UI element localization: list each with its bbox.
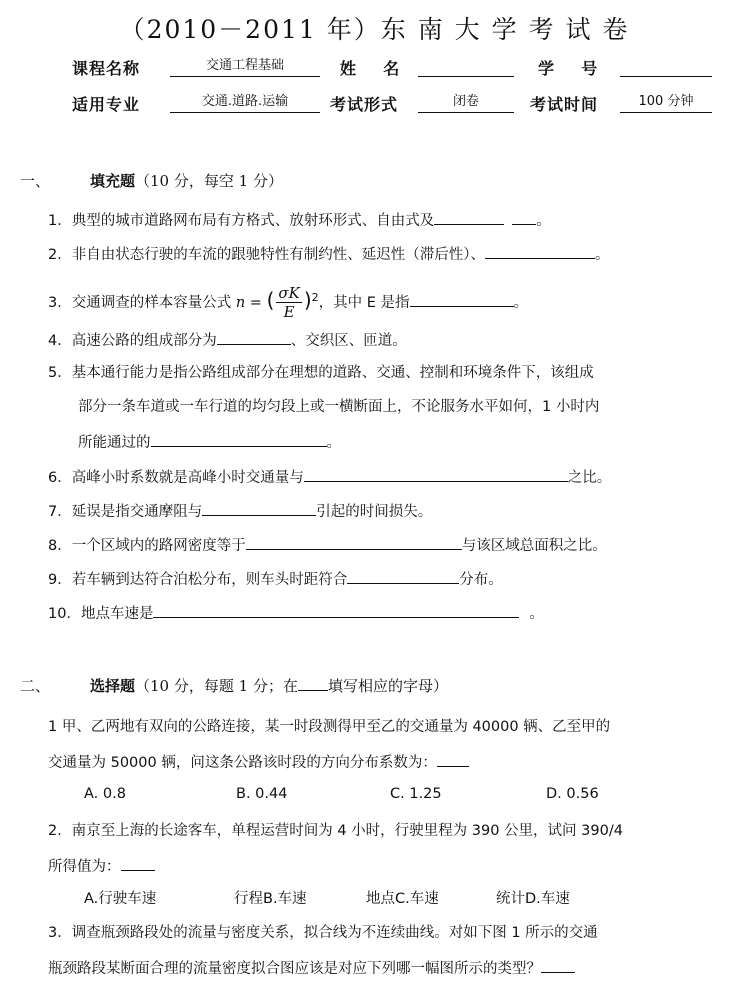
question-text: 与该区域总面积之比。 — [461, 538, 607, 554]
question-text: 8．一个区域内的路网密度等于 — [48, 538, 246, 554]
question-3 — [48, 278, 528, 323]
question-text: 7．延误是指交通摩阻与 — [48, 504, 203, 520]
section-number: 一、 — [20, 172, 51, 190]
question-5-line-3 — [78, 430, 341, 454]
option-d[interactable]: D. 0.56 — [546, 786, 599, 802]
question-text: 。 — [326, 435, 341, 451]
question-text: 、交织区、匝道。 — [290, 333, 407, 349]
option-d[interactable]: 统计D.车速 — [496, 891, 570, 907]
major-label: 适用专业 — [72, 95, 141, 114]
question-1 — [48, 208, 551, 232]
question-text: 1．典型的城市道路网布局有方格式、放射环形式、自由式及 — [48, 213, 435, 229]
question-text: 交通量为 50000 辆，问这条公路该时段的方向分布系数为： — [48, 755, 437, 771]
answer-blank[interactable] — [512, 208, 536, 225]
formula-paren: ) — [303, 287, 312, 312]
question-text: 3．交通调查的样本容量公式 — [48, 294, 232, 311]
header-row-1 — [0, 56, 749, 84]
question-5-line-2 — [78, 396, 599, 418]
answer-blank[interactable] — [202, 499, 316, 516]
choice-question-2-line-2 — [48, 854, 155, 878]
section-note: （10 分，每题 1 分；在 — [135, 677, 298, 695]
question-7 — [48, 499, 432, 523]
question-text: 之比。 — [567, 470, 612, 486]
question-6 — [48, 465, 611, 489]
question-text: 6．高峰小时系数就是高峰小时交通量与 — [48, 470, 304, 486]
question-text: 引起的时间损失。 — [316, 504, 433, 520]
question-text: 2．南京至上海的长途客车，单程运营时间为 4 小时，行驶里程为 390 公里，试问 390/4 — [48, 823, 623, 839]
header-row-2 — [0, 92, 749, 120]
question-text: 。 — [529, 606, 544, 622]
question-2 — [48, 242, 609, 266]
question-text: 2．非自由状态行驶的车流的跟驰特性有制约性、延迟性（滞后性）、 — [48, 247, 485, 263]
question-text: 3．调查瓶颈路段处的流量与密度关系，拟合线为不连续曲线。对如下图 1 所示的交通 — [48, 925, 598, 941]
section-number: 二、 — [20, 677, 51, 695]
choice-options-1 — [84, 786, 684, 808]
exam-time-label: 考试时间 — [530, 95, 599, 114]
choice-question-1 — [48, 716, 610, 738]
answer-blank[interactable] — [153, 601, 519, 618]
answer-blank[interactable] — [217, 328, 291, 345]
section-note: 填写相应的字母） — [327, 677, 448, 695]
formula-numerator: σK — [278, 284, 300, 303]
question-9 — [48, 567, 503, 591]
question-text: 。 — [594, 247, 610, 263]
formula-paren: ( — [266, 287, 275, 312]
formula-exponent: 2 — [311, 291, 319, 304]
answer-blank[interactable] — [485, 242, 595, 259]
option-a[interactable]: A.行驶车速 — [84, 891, 157, 907]
question-text: 4．高速公路的组成部分为 — [48, 333, 217, 349]
choice-question-1-line-2 — [48, 750, 469, 774]
question-text: 5．基本通行能力是指公路组成部分在理想的道路、交通、控制和环境条件下，该组成 — [48, 365, 594, 381]
question-text: 所能通过的 — [78, 435, 151, 451]
name-field[interactable] — [418, 56, 514, 77]
question-text: ，其中 E 是指 — [318, 294, 410, 311]
question-5 — [48, 362, 594, 384]
question-text: 。 — [513, 294, 529, 311]
answer-blank[interactable] — [121, 854, 155, 871]
section-multiple-choice-heading — [20, 674, 448, 696]
question-text: 9．若车辆到达符合泊松分布，则车头时距符合 — [48, 572, 348, 588]
formula-fraction — [276, 284, 301, 321]
choice-options-2 — [84, 887, 684, 909]
section-name: 选择题 — [90, 677, 136, 695]
question-text: 部分一条车道或一车行道的均匀段上或一横断面上，不论服务水平如何，1 小时内 — [78, 399, 600, 415]
question-4 — [48, 328, 407, 352]
option-c[interactable]: 地点C.车速 — [366, 891, 439, 907]
student-id-field[interactable] — [620, 56, 712, 77]
section-note: （10 分，每空 1 分） — [135, 172, 283, 190]
formula-variable: n — [235, 294, 246, 311]
answer-blank[interactable] — [347, 567, 459, 584]
section-name: 填充题 — [90, 172, 136, 190]
answer-blank[interactable] — [434, 208, 504, 225]
major-field[interactable]: 交通.道路.运输 — [170, 92, 320, 113]
option-b[interactable]: B. 0.44 — [236, 786, 288, 802]
formula-equals: = — [249, 294, 262, 311]
option-a[interactable]: A. 0.8 — [84, 786, 126, 802]
answer-blank[interactable] — [151, 430, 327, 447]
choice-question-2 — [48, 820, 623, 842]
section-fill-in-heading — [20, 170, 283, 191]
answer-blank[interactable] — [304, 465, 568, 482]
option-c[interactable]: C. 1.25 — [390, 786, 442, 802]
choice-question-3 — [48, 922, 598, 944]
course-label: 课程名称 — [72, 59, 141, 78]
question-text: 10．地点车速是 — [48, 606, 154, 622]
exam-form-label: 考试形式 — [330, 95, 399, 114]
answer-blank-example — [298, 674, 328, 691]
answer-blank[interactable] — [410, 290, 514, 307]
name-label: 姓 名 — [340, 59, 401, 78]
exam-time-field[interactable]: 100 分钟 — [620, 92, 712, 113]
answer-blank[interactable] — [246, 533, 462, 550]
option-b[interactable]: 行程B.车速 — [234, 891, 307, 907]
answer-blank[interactable] — [541, 956, 575, 973]
question-text: 。 — [536, 213, 551, 229]
student-id-label: 学 号 — [538, 59, 599, 78]
question-text: 所得值为： — [48, 859, 121, 875]
formula-denominator: E — [283, 303, 295, 322]
question-text: 瓶颈路段某断面合理的流量密度拟合图应该是对应下列哪一幅图所示的类型？ — [48, 961, 541, 977]
question-10 — [48, 601, 544, 625]
question-text: 1 甲、乙两地有双向的公路连接，某一时段测得甲至乙的交通量为 40000 辆、乙至甲的 — [48, 719, 611, 735]
question-text: 分布。 — [459, 572, 503, 588]
page-title: （2010－2011 年）东 南 大 学 考 试 卷 — [119, 15, 630, 44]
exam-form-field[interactable]: 闭卷 — [418, 92, 514, 113]
choice-question-3-line-2 — [48, 956, 575, 980]
question-8 — [48, 533, 607, 557]
course-field[interactable]: 交通工程基础 — [170, 56, 320, 77]
answer-blank[interactable] — [437, 750, 469, 767]
